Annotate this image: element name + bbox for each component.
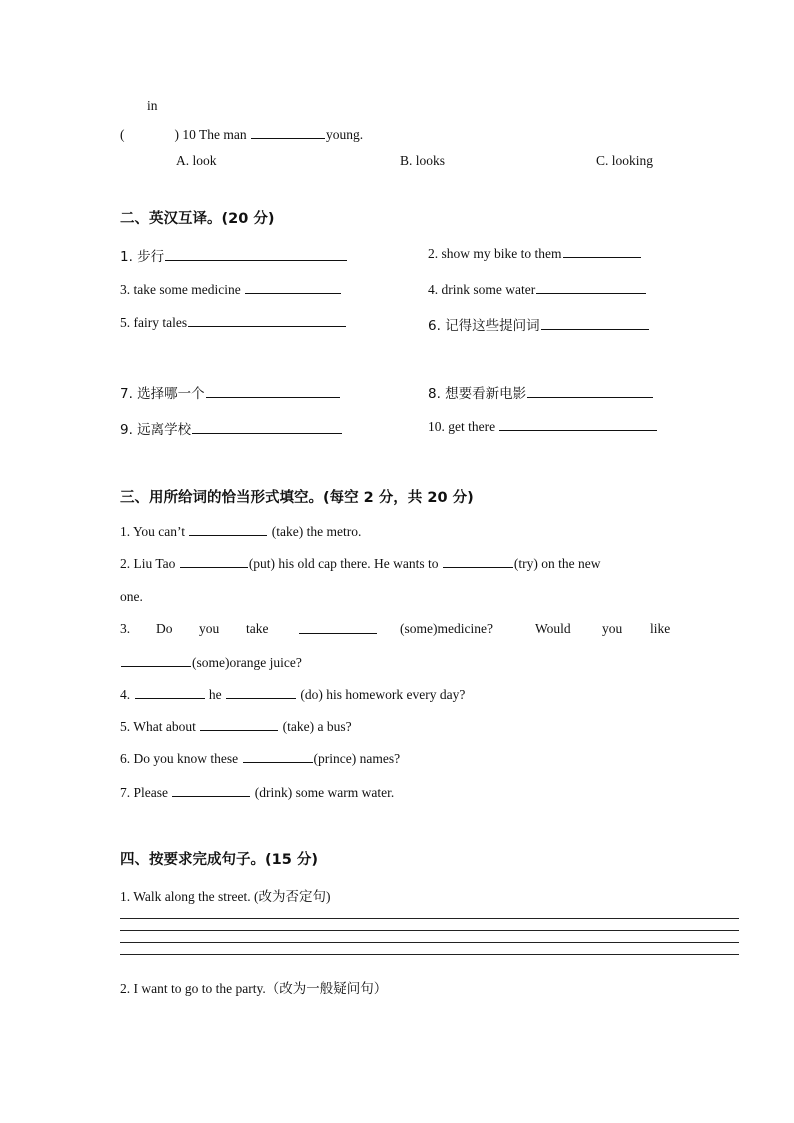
q10-option-c: C. looking	[596, 153, 654, 168]
s3-q5-pre: 5. What about	[120, 719, 196, 734]
section3-title: 三、用所给词的恰当形式填空。(每空 2 分，共 20 分)	[120, 490, 474, 506]
s3-q6-post: (prince) names?	[313, 751, 401, 766]
s4-q1: 1. Walk along the street. (改为否定句)	[120, 889, 331, 904]
s2-item-5-label: 5. fairy tales	[120, 315, 188, 330]
s3-q4	[120, 686, 465, 703]
s3-q7-post: (drink) some warm water.	[254, 785, 395, 800]
s2-item-5-blank[interactable]	[188, 314, 346, 327]
s3-q4-pre: 4.	[120, 687, 131, 702]
s3-q7	[120, 784, 394, 801]
s2-item-8-blank[interactable]	[527, 385, 653, 398]
s3-q2-mid2: (try) on the new	[513, 556, 601, 571]
s3-q2-cont: one.	[120, 589, 143, 604]
s2-item-3-blank[interactable]	[245, 281, 341, 294]
s2-item-2-blank[interactable]	[563, 245, 641, 258]
s3-q6-pre: 6. Do you know these	[120, 751, 239, 766]
s3-q2-mid1: (put) his old cap there. He wants to	[248, 556, 439, 571]
s3-q3-w3: you	[199, 621, 220, 636]
s2-item-10-blank[interactable]	[499, 418, 657, 431]
s3-q4-mid: he	[208, 687, 222, 702]
s2-item-7	[120, 382, 341, 402]
s3-q3-w2: Do	[156, 621, 173, 636]
answer-line-1[interactable]	[120, 918, 739, 919]
s3-q4-post: (do) his homework every day?	[300, 687, 466, 702]
s3-q3-w7: you	[602, 621, 623, 636]
s3-q3-w4: take	[246, 621, 269, 636]
s3-q1-pre: 1. You can’t	[120, 524, 186, 539]
q10-text-post: young.	[326, 127, 364, 142]
s2-item-4-blank[interactable]	[536, 281, 646, 294]
s2-item-9-blank[interactable]	[192, 421, 342, 434]
s3-q1	[120, 523, 361, 540]
s2-item-2	[428, 245, 642, 262]
s2-item-10	[428, 418, 658, 435]
s3-q3-w5: (some)medicine?	[400, 621, 493, 636]
q10-option-a: A. look	[176, 153, 217, 168]
answer-line-4[interactable]	[120, 954, 739, 955]
q10-blank[interactable]	[251, 126, 325, 139]
s2-item-8-label: 8. 想要看新电影	[428, 386, 527, 402]
s2-item-1	[120, 245, 348, 265]
s3-q5	[120, 718, 352, 735]
q10-line	[120, 126, 363, 143]
s3-q3-blank[interactable]	[298, 621, 378, 638]
s3-q2-blank-2[interactable]	[443, 555, 513, 568]
s2-item-6-label: 6. 记得这些提问词	[428, 318, 540, 334]
s3-q3-w8: like	[650, 621, 671, 636]
s3-q2-pre: 2. Liu Tao	[120, 556, 176, 571]
section2-title: 二、英汉互译。(20 分)	[120, 211, 275, 227]
q10-paren-close: )	[174, 127, 179, 142]
s3-q6-blank[interactable]	[243, 750, 313, 763]
s3-q2	[120, 555, 601, 572]
s2-item-1-blank[interactable]	[165, 248, 347, 261]
s3-q2-blank-1[interactable]	[180, 555, 248, 568]
s2-item-10-label: 10. get there	[428, 419, 496, 434]
s2-item-9	[120, 418, 343, 438]
s2-item-2-label: 2. show my bike to them	[428, 246, 562, 261]
q10-option-b: B. looks	[400, 153, 446, 168]
s2-item-7-blank[interactable]	[206, 385, 340, 398]
s2-item-4	[428, 281, 647, 298]
s3-q1-post: (take) the metro.	[271, 524, 362, 539]
s2-item-1-label: 1. 步行	[120, 249, 165, 265]
s3-q3-w6: Would	[535, 621, 571, 636]
s3-q7-pre: 7. Please	[120, 785, 168, 800]
section4-title: 四、按要求完成句子。(15 分)	[120, 852, 318, 868]
q10-text-pre: 10 The man	[182, 127, 247, 142]
s2-item-6-blank[interactable]	[541, 317, 649, 330]
s3-q5-blank[interactable]	[200, 718, 278, 731]
s2-item-3-label: 3. take some medicine	[120, 282, 241, 297]
s3-q6	[120, 750, 400, 767]
q10-paren-open: (	[120, 127, 125, 142]
s3-q3-cont	[120, 654, 302, 671]
s2-item-3	[120, 281, 342, 298]
s2-item-9-label: 9. 远离学校	[120, 422, 192, 438]
fragment-text: in	[147, 98, 158, 113]
s4-q2: 2. I want to go to the party.（改为一般疑问句）	[120, 981, 388, 996]
answer-line-3[interactable]	[120, 942, 739, 943]
s2-item-8	[428, 382, 654, 402]
s2-item-5	[120, 314, 347, 331]
s3-q5-post: (take) a bus?	[282, 719, 352, 734]
s3-q4-blank-1[interactable]	[135, 686, 205, 699]
s3-q3-cont-text: (some)orange juice?	[192, 655, 302, 670]
s2-item-6	[428, 314, 650, 334]
answer-line-2[interactable]	[120, 930, 739, 931]
s3-q7-blank[interactable]	[172, 784, 250, 797]
s3-q3-blank-2[interactable]	[121, 654, 191, 667]
s3-q1-blank[interactable]	[189, 523, 267, 536]
s2-item-7-label: 7. 选择哪一个	[120, 386, 205, 402]
s3-q3-w1: 3.	[120, 621, 131, 636]
s3-q4-blank-2[interactable]	[226, 686, 296, 699]
s2-item-4-label: 4. drink some water	[428, 282, 536, 297]
